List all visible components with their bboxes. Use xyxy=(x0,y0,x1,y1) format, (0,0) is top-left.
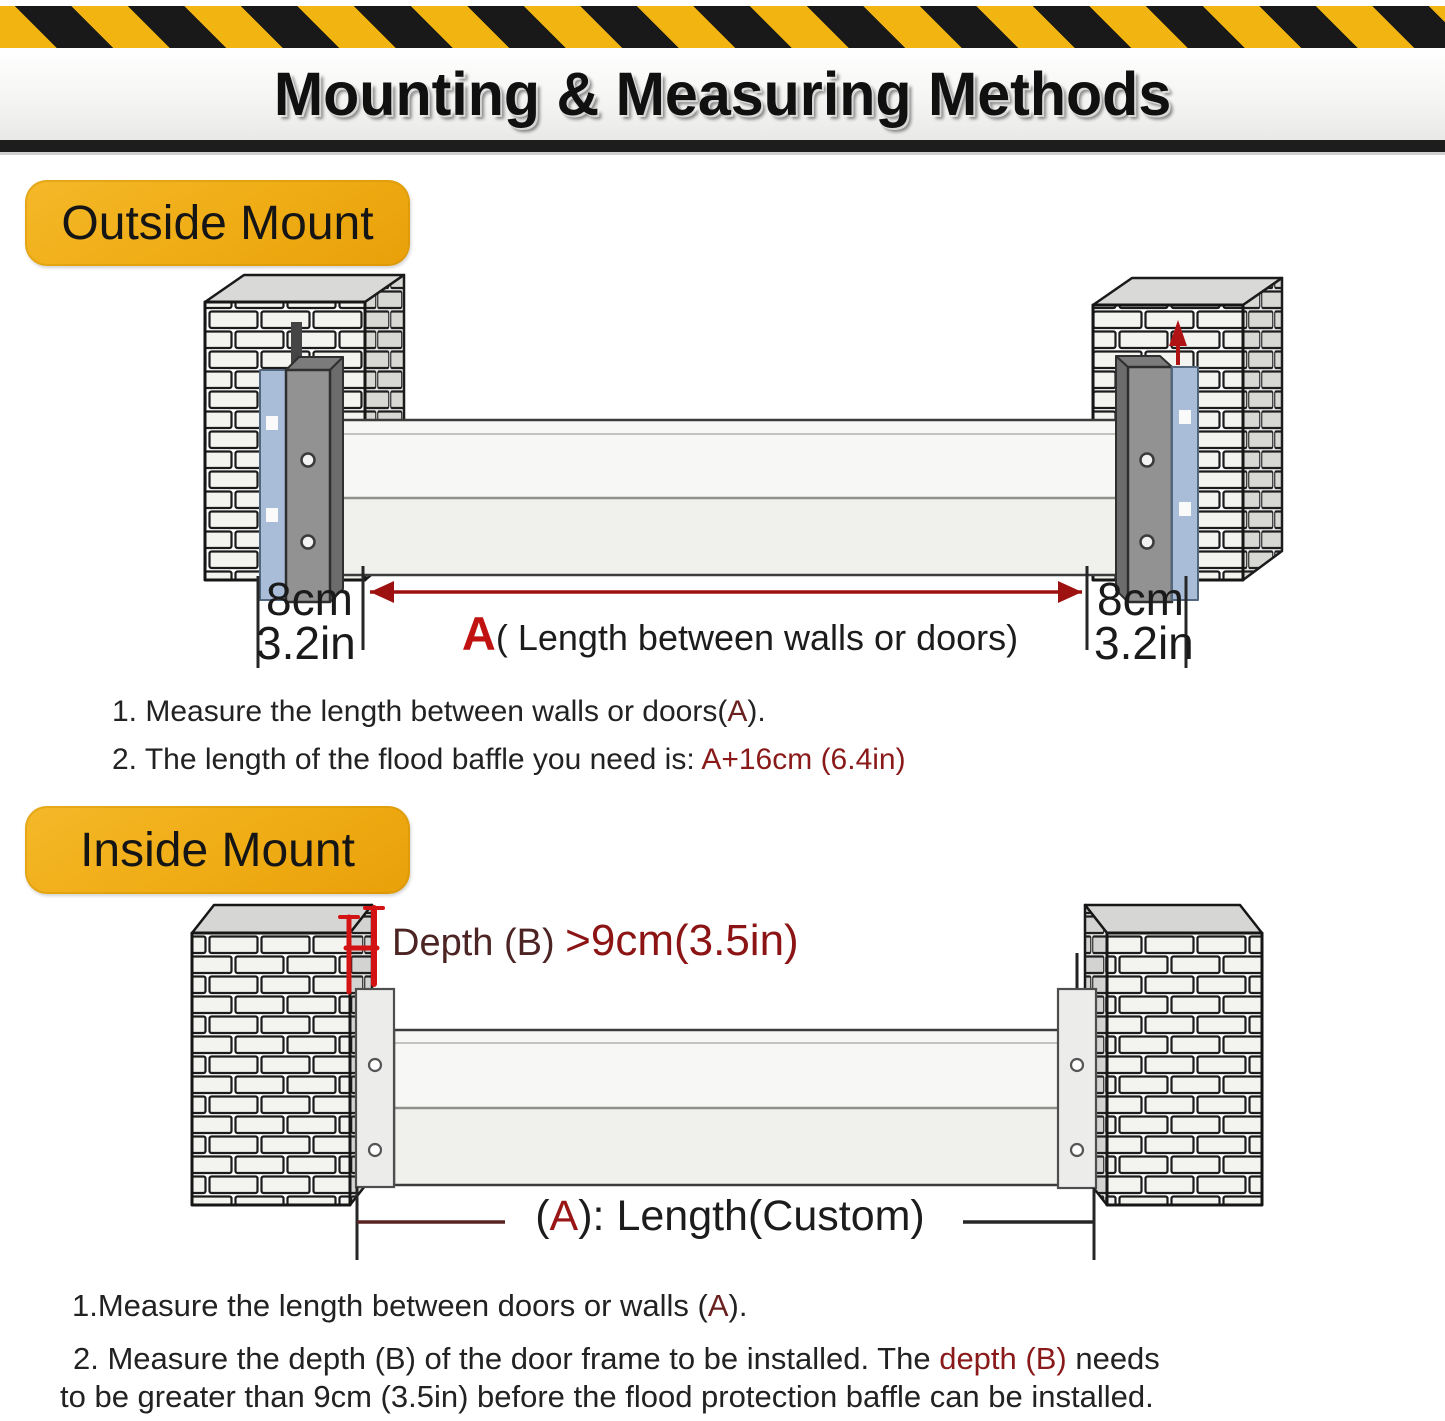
left-mounting-bracket xyxy=(356,989,394,1187)
caution-tape-stripe xyxy=(0,6,1445,48)
gap-left-in-label: 3.2in xyxy=(256,617,356,669)
custom-length-label: (A): Length(Custom) xyxy=(535,1192,925,1240)
outside-step-2: 2. The length of the flood baffle you need is: A+16cm (6.4in) xyxy=(112,743,906,776)
right-mounting-bracket xyxy=(1058,953,1096,1188)
inside-step-2: 2. Measure the depth (B) of the door frame to be installed. The depth (B) needs to be greater than 9cm (3.5in) before the flood protection baffle can be installed. xyxy=(60,1341,1160,1414)
right-brick-pillar xyxy=(1085,905,1262,1205)
title-band xyxy=(0,48,1445,140)
gap-left-cm-label: 8cm xyxy=(266,573,353,625)
page-title: Mounting & Measuring Methods xyxy=(273,60,1172,128)
header-divider xyxy=(0,140,1445,152)
gap-right-in-label: 3.2in xyxy=(1094,617,1194,669)
gap-right-cm-label: 8cm xyxy=(1097,573,1184,625)
screw-hole xyxy=(1071,1144,1083,1156)
screw-hole xyxy=(369,1059,381,1071)
screw-hole xyxy=(1141,454,1154,467)
header-divider-light xyxy=(0,152,1445,155)
screw-hole xyxy=(369,1144,381,1156)
outside-mount-badge xyxy=(25,180,410,266)
outside-mount-badge-label: Outside Mount xyxy=(61,196,374,250)
outside-step-1: 1. Measure the length between walls or doors(A). xyxy=(112,695,766,728)
left-seal-strip xyxy=(260,370,286,600)
length-arrow-icon xyxy=(370,581,1082,603)
screw-hole xyxy=(1071,1059,1083,1071)
inside-mount-badge-label: Inside Mount xyxy=(80,823,355,877)
inside-mount-badge xyxy=(25,806,410,894)
span-length-text: ( Length between walls or doors) xyxy=(495,617,1019,658)
inside-step-1: 1.Measure the length between doors or walls (A). xyxy=(72,1288,748,1323)
flood-barrier xyxy=(330,420,1133,575)
screw-hole xyxy=(302,536,315,549)
screw-hole xyxy=(302,454,315,467)
screw-hole xyxy=(1141,536,1154,549)
flood-barrier xyxy=(394,1030,1060,1185)
depth-label: Depth (B) >9cm(3.5in) xyxy=(392,916,799,965)
span-length-label xyxy=(390,606,1090,661)
left-mounting-bracket xyxy=(260,357,343,602)
span-length-a: A xyxy=(461,607,496,660)
right-seal-strip xyxy=(1172,367,1198,600)
